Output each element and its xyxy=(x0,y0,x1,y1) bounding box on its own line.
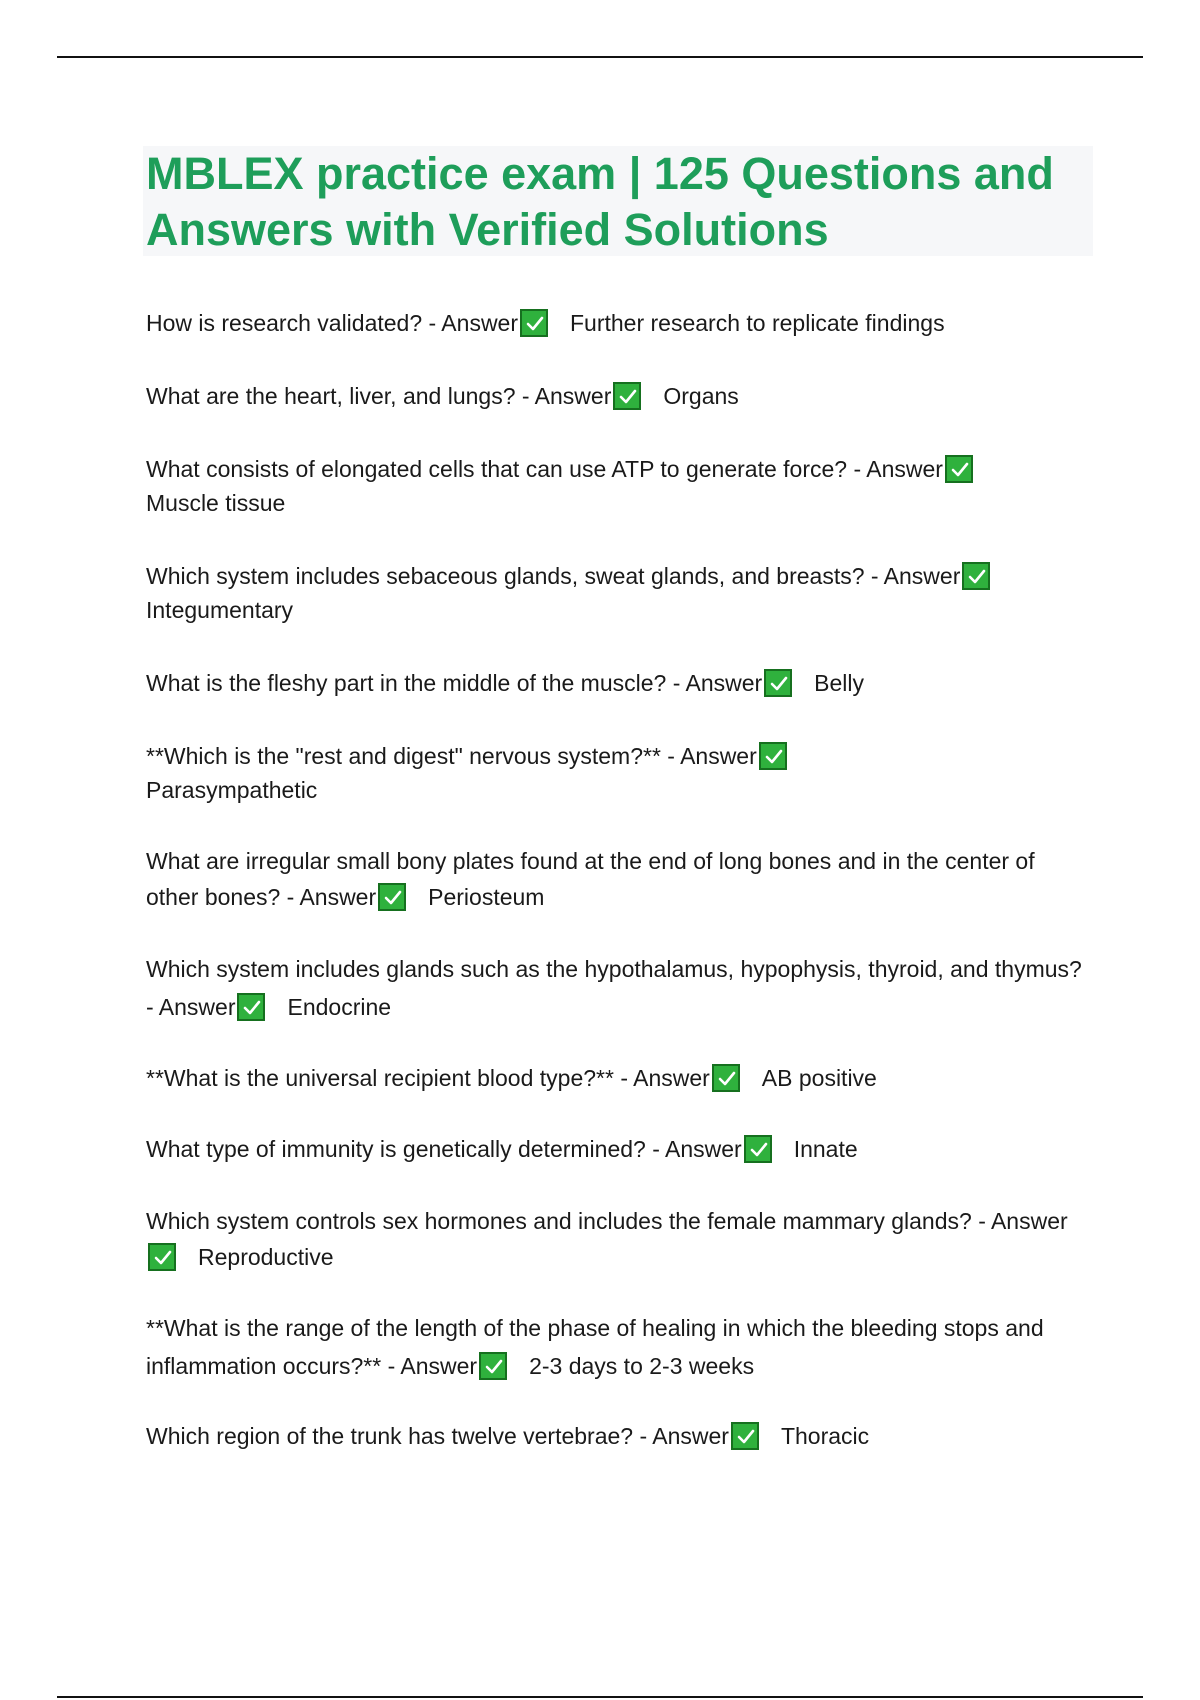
qa-item xyxy=(146,1309,1086,1385)
qa-item xyxy=(146,950,1086,1026)
answer-text: Endocrine xyxy=(287,994,392,1020)
qa-item xyxy=(146,559,1086,627)
check-mark-icon xyxy=(520,309,548,337)
question-text: Which region of the trunk has twelve vertebrae? - Answer xyxy=(146,1423,729,1449)
question-text: **What is the range of the length of the phase of healing in which the bleeding stops and inflammation occurs?** - Answer xyxy=(146,1315,1044,1379)
answer-text: Thoracic xyxy=(780,1423,870,1449)
answer-text: Parasympathetic xyxy=(146,777,318,803)
check-mark-icon xyxy=(237,993,265,1021)
check-mark-icon xyxy=(731,1422,759,1450)
qa-item xyxy=(146,739,1086,807)
qa-item xyxy=(146,666,1086,700)
question-text: What is the fleshy part in the middle of the muscle? - Answer xyxy=(146,670,763,696)
question-text: What type of immunity is genetically determined? - Answer xyxy=(146,1136,742,1162)
check-mark-icon xyxy=(148,1243,176,1271)
question-text: Which system includes glands such as the hypothalamus, hypophysis, thyroid, and thymus? - Answer xyxy=(146,956,1082,1020)
top-rule xyxy=(57,56,1143,58)
qa-item xyxy=(146,379,1086,413)
qa-item xyxy=(146,306,1086,340)
question-text: Which system includes sebaceous glands, sweat glands, and breasts? - Answer xyxy=(146,563,961,589)
answer-text: Integumentary xyxy=(146,597,294,623)
answer-text: AB positive xyxy=(761,1065,877,1091)
check-mark-icon xyxy=(613,382,641,410)
qa-item xyxy=(146,452,1086,520)
bottom-rule xyxy=(57,1696,1143,1698)
question-text: **What is the universal recipient blood type?** - Answer xyxy=(146,1065,710,1091)
check-mark-icon xyxy=(744,1135,772,1163)
answer-text: Further research to replicate findings xyxy=(570,310,945,336)
answer-text: Organs xyxy=(663,383,739,409)
qa-item xyxy=(146,1419,1086,1453)
qa-item xyxy=(146,1061,1086,1095)
qa-item xyxy=(146,843,1086,915)
qa-item xyxy=(146,1203,1086,1275)
answer-text: 2-3 days to 2-3 weeks xyxy=(529,1353,755,1379)
question-text: What are the heart, liver, and lungs? - Answer xyxy=(146,383,612,409)
answer-text: Innate xyxy=(793,1136,858,1162)
question-text: What consists of elongated cells that can use ATP to generate force? - Answer xyxy=(146,456,943,482)
qa-item xyxy=(146,1132,1086,1166)
answer-text: Muscle tissue xyxy=(146,490,286,516)
check-mark-icon xyxy=(378,883,406,911)
check-mark-icon xyxy=(764,669,792,697)
question-text: What are irregular small bony plates found at the end of long bones and in the center of other bones? - Answer xyxy=(146,848,1035,910)
document-title: MBLEX practice exam | 125 Questions and Answers with Verified Solutions xyxy=(146,148,1054,255)
check-mark-icon xyxy=(479,1352,507,1380)
answer-text: Belly xyxy=(814,670,865,696)
answer-text: Periosteum xyxy=(428,884,545,910)
check-mark-icon xyxy=(962,562,990,590)
title-box xyxy=(143,146,1093,256)
question-text: **Which is the "rest and digest" nervous system?** - Answer xyxy=(146,743,757,769)
answer-text: Reproductive xyxy=(198,1244,334,1270)
check-mark-icon xyxy=(712,1064,740,1092)
check-mark-icon xyxy=(945,455,973,483)
check-mark-icon xyxy=(759,742,787,770)
question-text: How is research validated? - Answer xyxy=(146,310,518,336)
question-text: Which system controls sex hormones and includes the female mammary glands? - Answer xyxy=(146,1208,1068,1234)
